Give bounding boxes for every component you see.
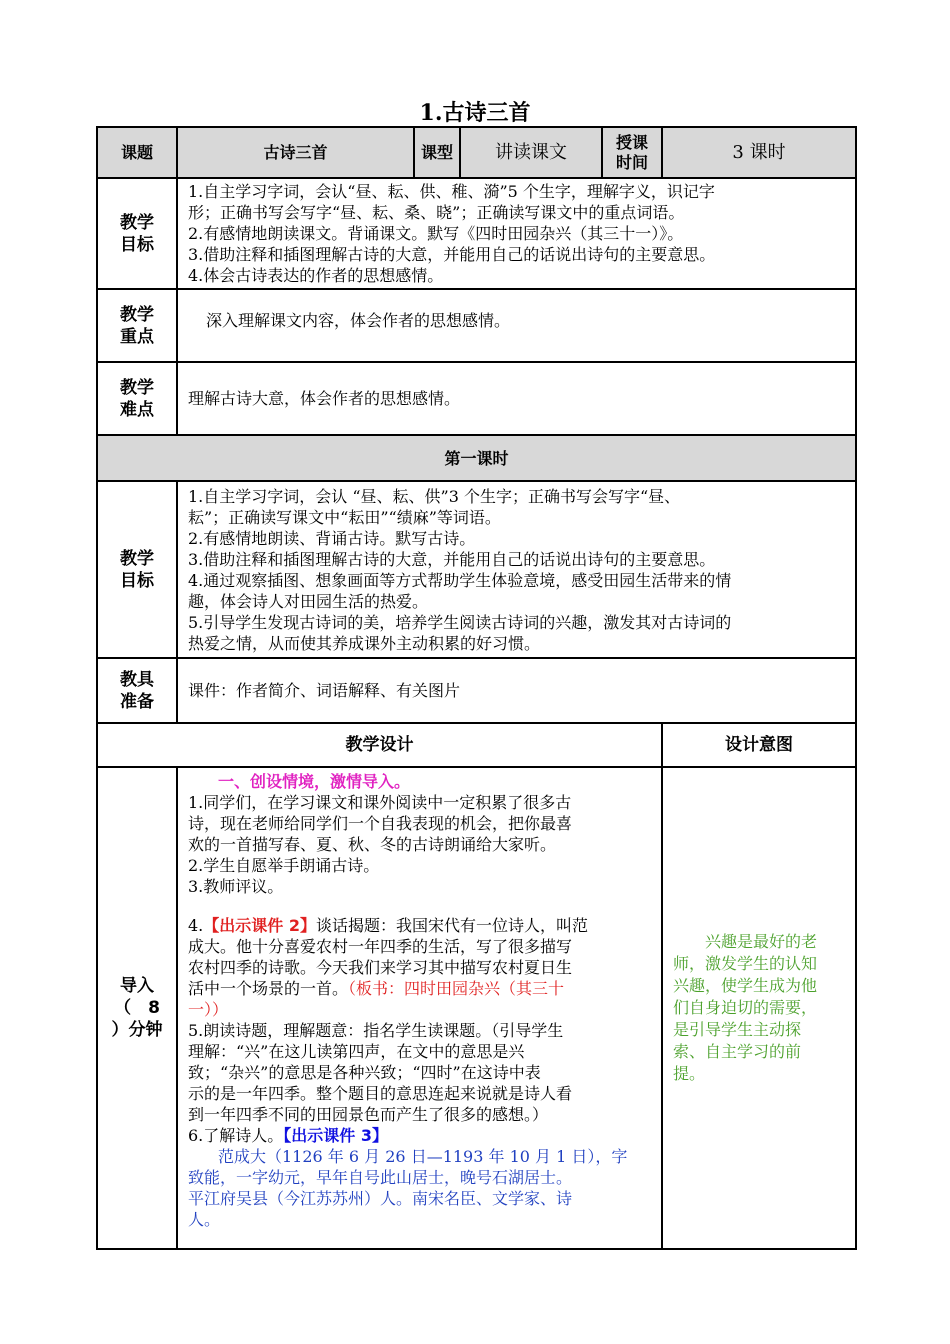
label-objectives: 教学 目标 [97, 178, 177, 289]
design-content: 一、创设情境，激情导入。 1.同学们，在学习课文和课外阅读中一定积累了很多古 诗，现在老师给同学们一个自我表现的机会，把你最喜 欢的一首描写春、夏、秋、冬的古诗朗诵给大家听。 2.学生自愿举手朗诵古诗。 3.教师评议。 4.【出示课件 2】谈话揭题：我国宋代有一位诗人，叫范 成大。他十分喜爱农村一年四季的生活，写了很多描写 农村四季的诗歌。今天我们来学习其中描写农村夏日生 活中一个场景的一首。（板书：四时田园杂兴（其三十 一）） 5.朗读诗题，理解题意：指名学生读课题。（引导学生 理解：“兴”在这儿读第四声，在文中的意思是兴 致；“杂兴”的意思是各种兴致；“四时”在这诗中表 示的是一年四季。整个题目的意思连起来说就是诗人看 到一年四季不同的田园景色而产生了很多的感想。） 6.了解诗人。【出示课件 3】 范成大（1126 年 6 月 26 日—1193 年 10 月 1 日），字 致能，一字幼元，早年自号此山居士，晚号石湖居士。 平江府吴县（今江苏苏州）人。南宋名臣、文学家、诗 人。 [177, 767, 662, 1249]
label-difficulty: 教学 难点 [97, 362, 177, 435]
col-design-heading: 教学设计 [97, 723, 662, 767]
label-focus: 教学 重点 [97, 289, 177, 362]
lesson-plan-table [96, 126, 857, 1250]
board-note: （板书：四时田园杂兴（其三十 [348, 979, 565, 998]
label-tools: 教具 准备 [97, 658, 177, 723]
tools-content: 课件：作者简介、词语解释、有关图片 [177, 658, 856, 723]
label-stage-intro: 导入 （ 8 ）分钟 [97, 767, 177, 1249]
label-type: 课型 [414, 127, 460, 178]
difficulty-content: 理解古诗大意，体会作者的思想感情。 [177, 362, 856, 435]
courseware-tag: 【出示课件 2】 [203, 916, 316, 935]
objectives-content: 1.自主学习字词，会认“昼、耘、供、稚、漪”5 个生字，理解字义，识记字 形；正确书写会写字“昼、耘、桑、晓”；正确读写课文中的重点词语。 2.有感情地朗读课文。背诵课文。默写《四时田园杂兴（其三十一）》。 3.借助注释和插图理解古诗的大意，并能用自己的话说出诗句的主要意思。 4.体会古诗表达的作者的思想感情。 [177, 178, 856, 289]
label-topic: 课题 [97, 127, 177, 178]
type-value: 讲读课文 [460, 127, 602, 178]
courseware-tag-3: 【出示课件 3】 [283, 1126, 388, 1145]
lesson1-objectives-content: 1.自主学习字词，会认 “昼、耘、供”3 个生字；正确书写会写字“昼、 耘”；正确读写课文中“耘田”“绩麻”等词语。 2.有感情地朗读、背诵古诗。默写古诗。 3.借助注释和插图理解古诗的大意，并能用自己的话说出诗句的主要意思。 4.通过观察插图、想象画面等方式帮助学生体验意境，感受田园生活带来的情 趣，体会诗人对田园生活的热爱。 5.引导学生发现古诗词的美，培养学生阅读古诗词的兴趣，激发其对古诗词的 热爱之情，从而使其养成课外主动积累的好习惯。 [177, 481, 856, 658]
page-title: 1.古诗三首 [419, 100, 531, 126]
label-time: 授课 时间 [602, 127, 662, 178]
col-intent-heading: 设计意图 [662, 723, 856, 767]
focus-content: 深入理解课文内容，体会作者的思想感情。 [177, 289, 856, 362]
lesson1-heading: 第一课时 [97, 435, 856, 481]
hours-value: 3 课时 [662, 127, 856, 178]
section-title: 一、创设情境，激情导入。 [218, 772, 411, 791]
intent-content: 兴趣是最好的老 师，激发学生的认知 兴趣，使学生成为他 们自身迫切的需要， 是引导学生主动探 索、自主学习的前 提。 [662, 767, 856, 1249]
label-lesson1-objectives: 教学 目标 [97, 481, 177, 658]
topic-value: 古诗三首 [177, 127, 414, 178]
